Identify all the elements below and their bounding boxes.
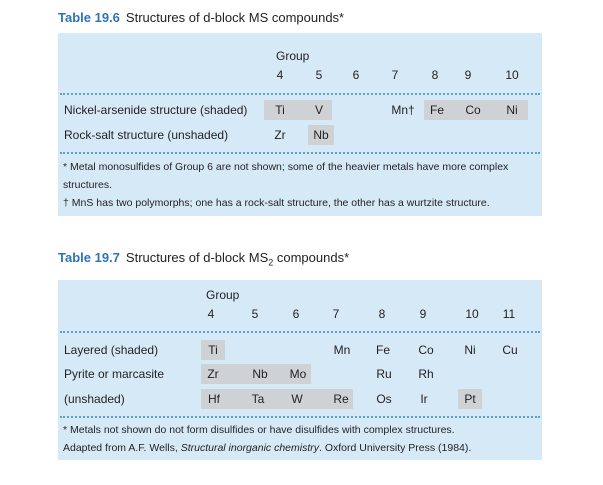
- group-number: 10: [505, 68, 519, 82]
- footnote: * Metals not shown do not form disulfides or have disulfides with complex structures.: [63, 424, 455, 436]
- table-cell: Ni: [464, 343, 476, 357]
- table-cell: Fe: [429, 103, 444, 117]
- table-cell: W: [291, 392, 303, 406]
- table-cell: Co: [465, 103, 481, 117]
- dotted-rule: [60, 416, 540, 418]
- table-cell: Pt: [464, 392, 476, 406]
- group-number: 6: [292, 307, 300, 321]
- table-cell: Co: [418, 343, 434, 357]
- footnote-text: Adapted from A.F. Wells,: [63, 442, 181, 454]
- group-number: 7: [332, 307, 340, 321]
- row-label: Rock-salt structure (unshaded): [64, 128, 229, 142]
- group-number: 9: [464, 68, 472, 82]
- table-cell: Zr: [274, 128, 286, 142]
- table-cell: Nb: [252, 367, 268, 381]
- table-cell: Fe: [375, 343, 390, 357]
- table-cell: Cu: [502, 343, 518, 357]
- table-cell: V: [314, 103, 323, 117]
- footnote-book-title: Structural inorganic chemistry: [180, 442, 320, 454]
- group-number: 7: [391, 68, 399, 82]
- table-cell: Ta: [251, 392, 265, 406]
- group-label: Group: [276, 49, 310, 63]
- table-cell: Ti: [275, 103, 285, 117]
- row-label: Pyrite or marcasite: [64, 367, 165, 381]
- table-19-6-title: [58, 10, 344, 25]
- group-number: 9: [419, 307, 427, 321]
- group-number: 11: [502, 307, 516, 321]
- dotted-rule: [60, 93, 540, 95]
- table-number: Table 19.7: [58, 250, 120, 265]
- table-number: Table 19.6: [58, 10, 120, 25]
- group-number: 4: [207, 307, 215, 321]
- table-cell: Ti: [208, 343, 218, 357]
- footnote: * Metal monosulfides of Group 6 are not shown; some of the heavier metals have more complex structures.: [63, 161, 509, 191]
- table-cell: Ru: [376, 367, 392, 381]
- group-number: 10: [465, 307, 479, 321]
- group-number: 8: [431, 68, 439, 82]
- table-cell: Hf: [208, 392, 220, 406]
- table-caption-end: compounds*: [273, 250, 350, 265]
- footnote-text: . Oxford University Press (1984).: [319, 442, 472, 454]
- group-number: 6: [352, 68, 360, 82]
- table-cell: Re: [333, 392, 349, 406]
- caption-subscript: 2: [268, 257, 274, 268]
- table-cell: Nb: [313, 128, 329, 142]
- dotted-rule: [60, 152, 540, 154]
- group-label: Group: [206, 288, 240, 302]
- group-number: 8: [378, 307, 386, 321]
- table-cell: Os: [376, 392, 392, 406]
- group-number: 5: [251, 307, 259, 321]
- table-cell: Mn†: [391, 103, 415, 117]
- group-number: 4: [276, 68, 284, 82]
- row-label: (unshaded): [64, 392, 125, 406]
- footnote: † MnS has two polymorphs; one has a rock-salt structure, the other has a wurtzite structure.: [63, 197, 490, 209]
- table-caption: Structures of d-block MS: [125, 250, 269, 265]
- dotted-rule: [60, 331, 540, 333]
- group-number: 5: [315, 68, 323, 82]
- table-cell: Mo: [289, 367, 307, 381]
- table-cell: Ir: [420, 392, 428, 406]
- table-cell: Zr: [207, 367, 219, 381]
- footnote: [63, 439, 537, 457]
- row-label: Layered (shaded): [64, 343, 159, 357]
- table-cell: Rh: [418, 367, 434, 381]
- table-cell: Ni: [506, 103, 518, 117]
- table-cell: Mn: [333, 343, 351, 357]
- table-19-7-title: [58, 250, 349, 268]
- row-label: Nickel-arsenide structure (shaded): [64, 103, 248, 117]
- table-caption: Structures of d-block MS compounds*: [125, 10, 345, 25]
